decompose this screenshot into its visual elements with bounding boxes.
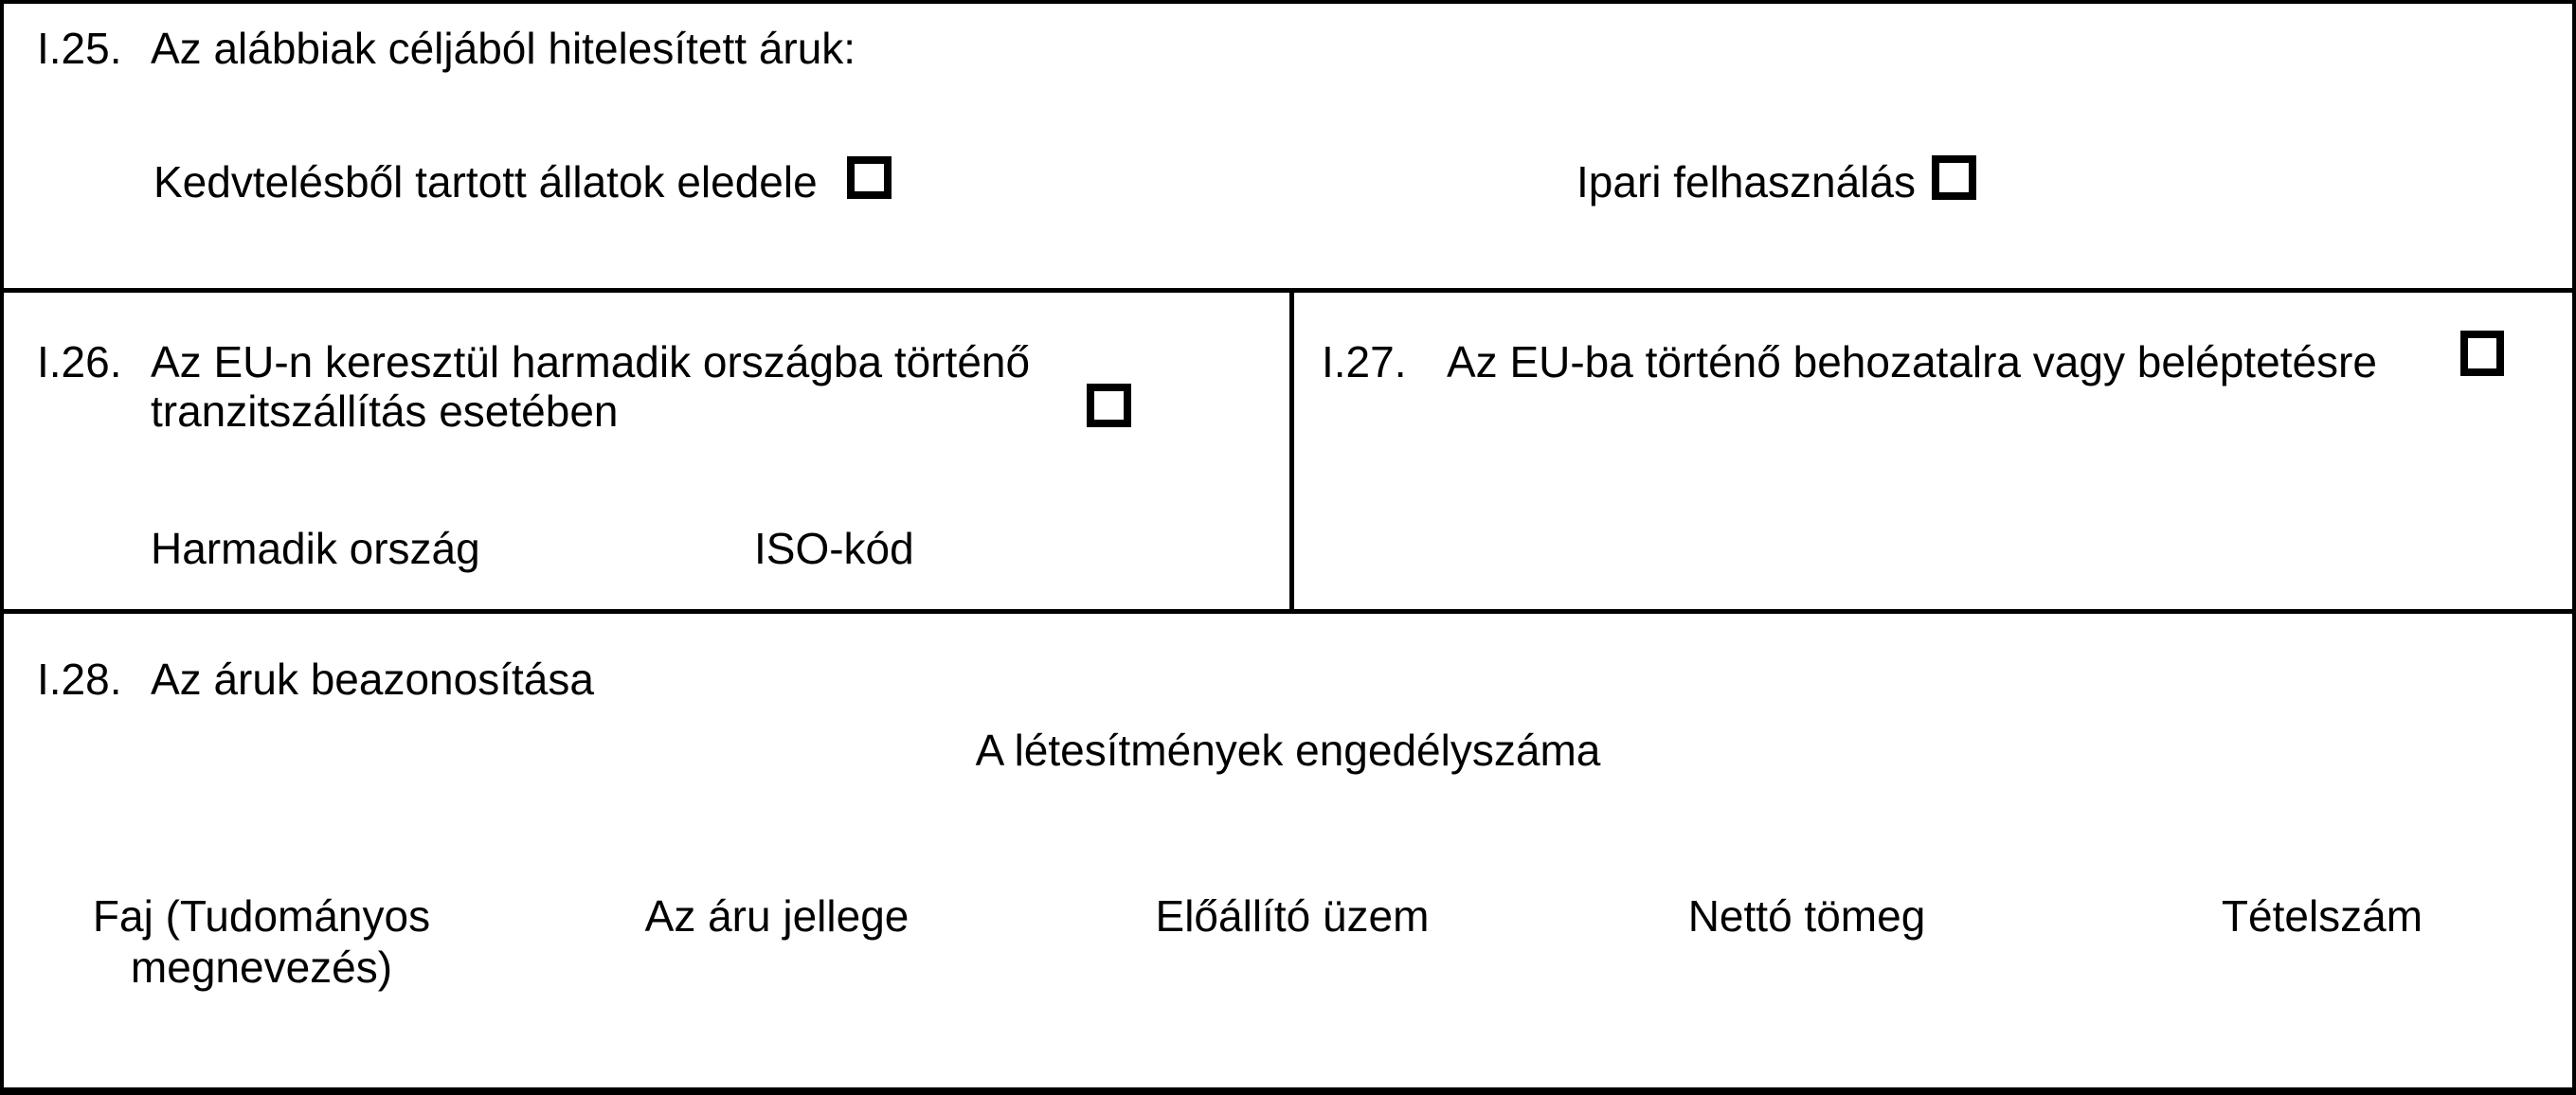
section-i26-label: Az EU-n keresztül harmadik országba történő tranzitszállítás esetében [151, 337, 1031, 436]
section-i25-number: I.25. [37, 24, 122, 73]
establishments-approval-number-label: A létesítmények engedélyszáma [975, 726, 1601, 775]
section-i27-label: Az EU-ba történő behozatalra vagy beléptetésre [1447, 337, 2377, 386]
section-i27-number: I.27. [1322, 337, 1407, 386]
row-divider-top [4, 288, 2572, 293]
section-i26-number: I.26. [37, 337, 122, 386]
option-industrial-use-label: Ipari felhasználás [1576, 157, 1916, 206]
column-header-batch-number: Tételszám [2221, 891, 2423, 941]
third-country-label: Harmadik ország [151, 524, 480, 573]
iso-code-label: ISO-kód [754, 524, 914, 573]
row-divider-bottom [4, 609, 2572, 614]
column-header-species: Faj (Tudományos megnevezés) [92, 891, 431, 992]
option-pet-food-label: Kedvtelésből tartott állatok eledele [153, 157, 818, 206]
column-header-manufacturing-plant: Előállító üzem [1155, 891, 1430, 941]
transit-checkbox[interactable] [1087, 384, 1131, 427]
middle-row-divider [1289, 288, 1294, 614]
section-i28-title: Az áruk beazonosítása [151, 655, 594, 704]
section-i28-number: I.28. [37, 655, 122, 704]
section-i25-title: Az alábbiak céljából hitelesített áruk: [151, 24, 856, 73]
column-header-net-weight: Nettó tömeg [1687, 891, 1926, 941]
column-header-nature-of-commodity: Az áru jellege [644, 891, 910, 941]
option-industrial-use-checkbox[interactable] [1932, 155, 1976, 200]
option-pet-food-checkbox[interactable] [847, 156, 892, 199]
import-entry-checkbox[interactable] [2460, 331, 2504, 376]
